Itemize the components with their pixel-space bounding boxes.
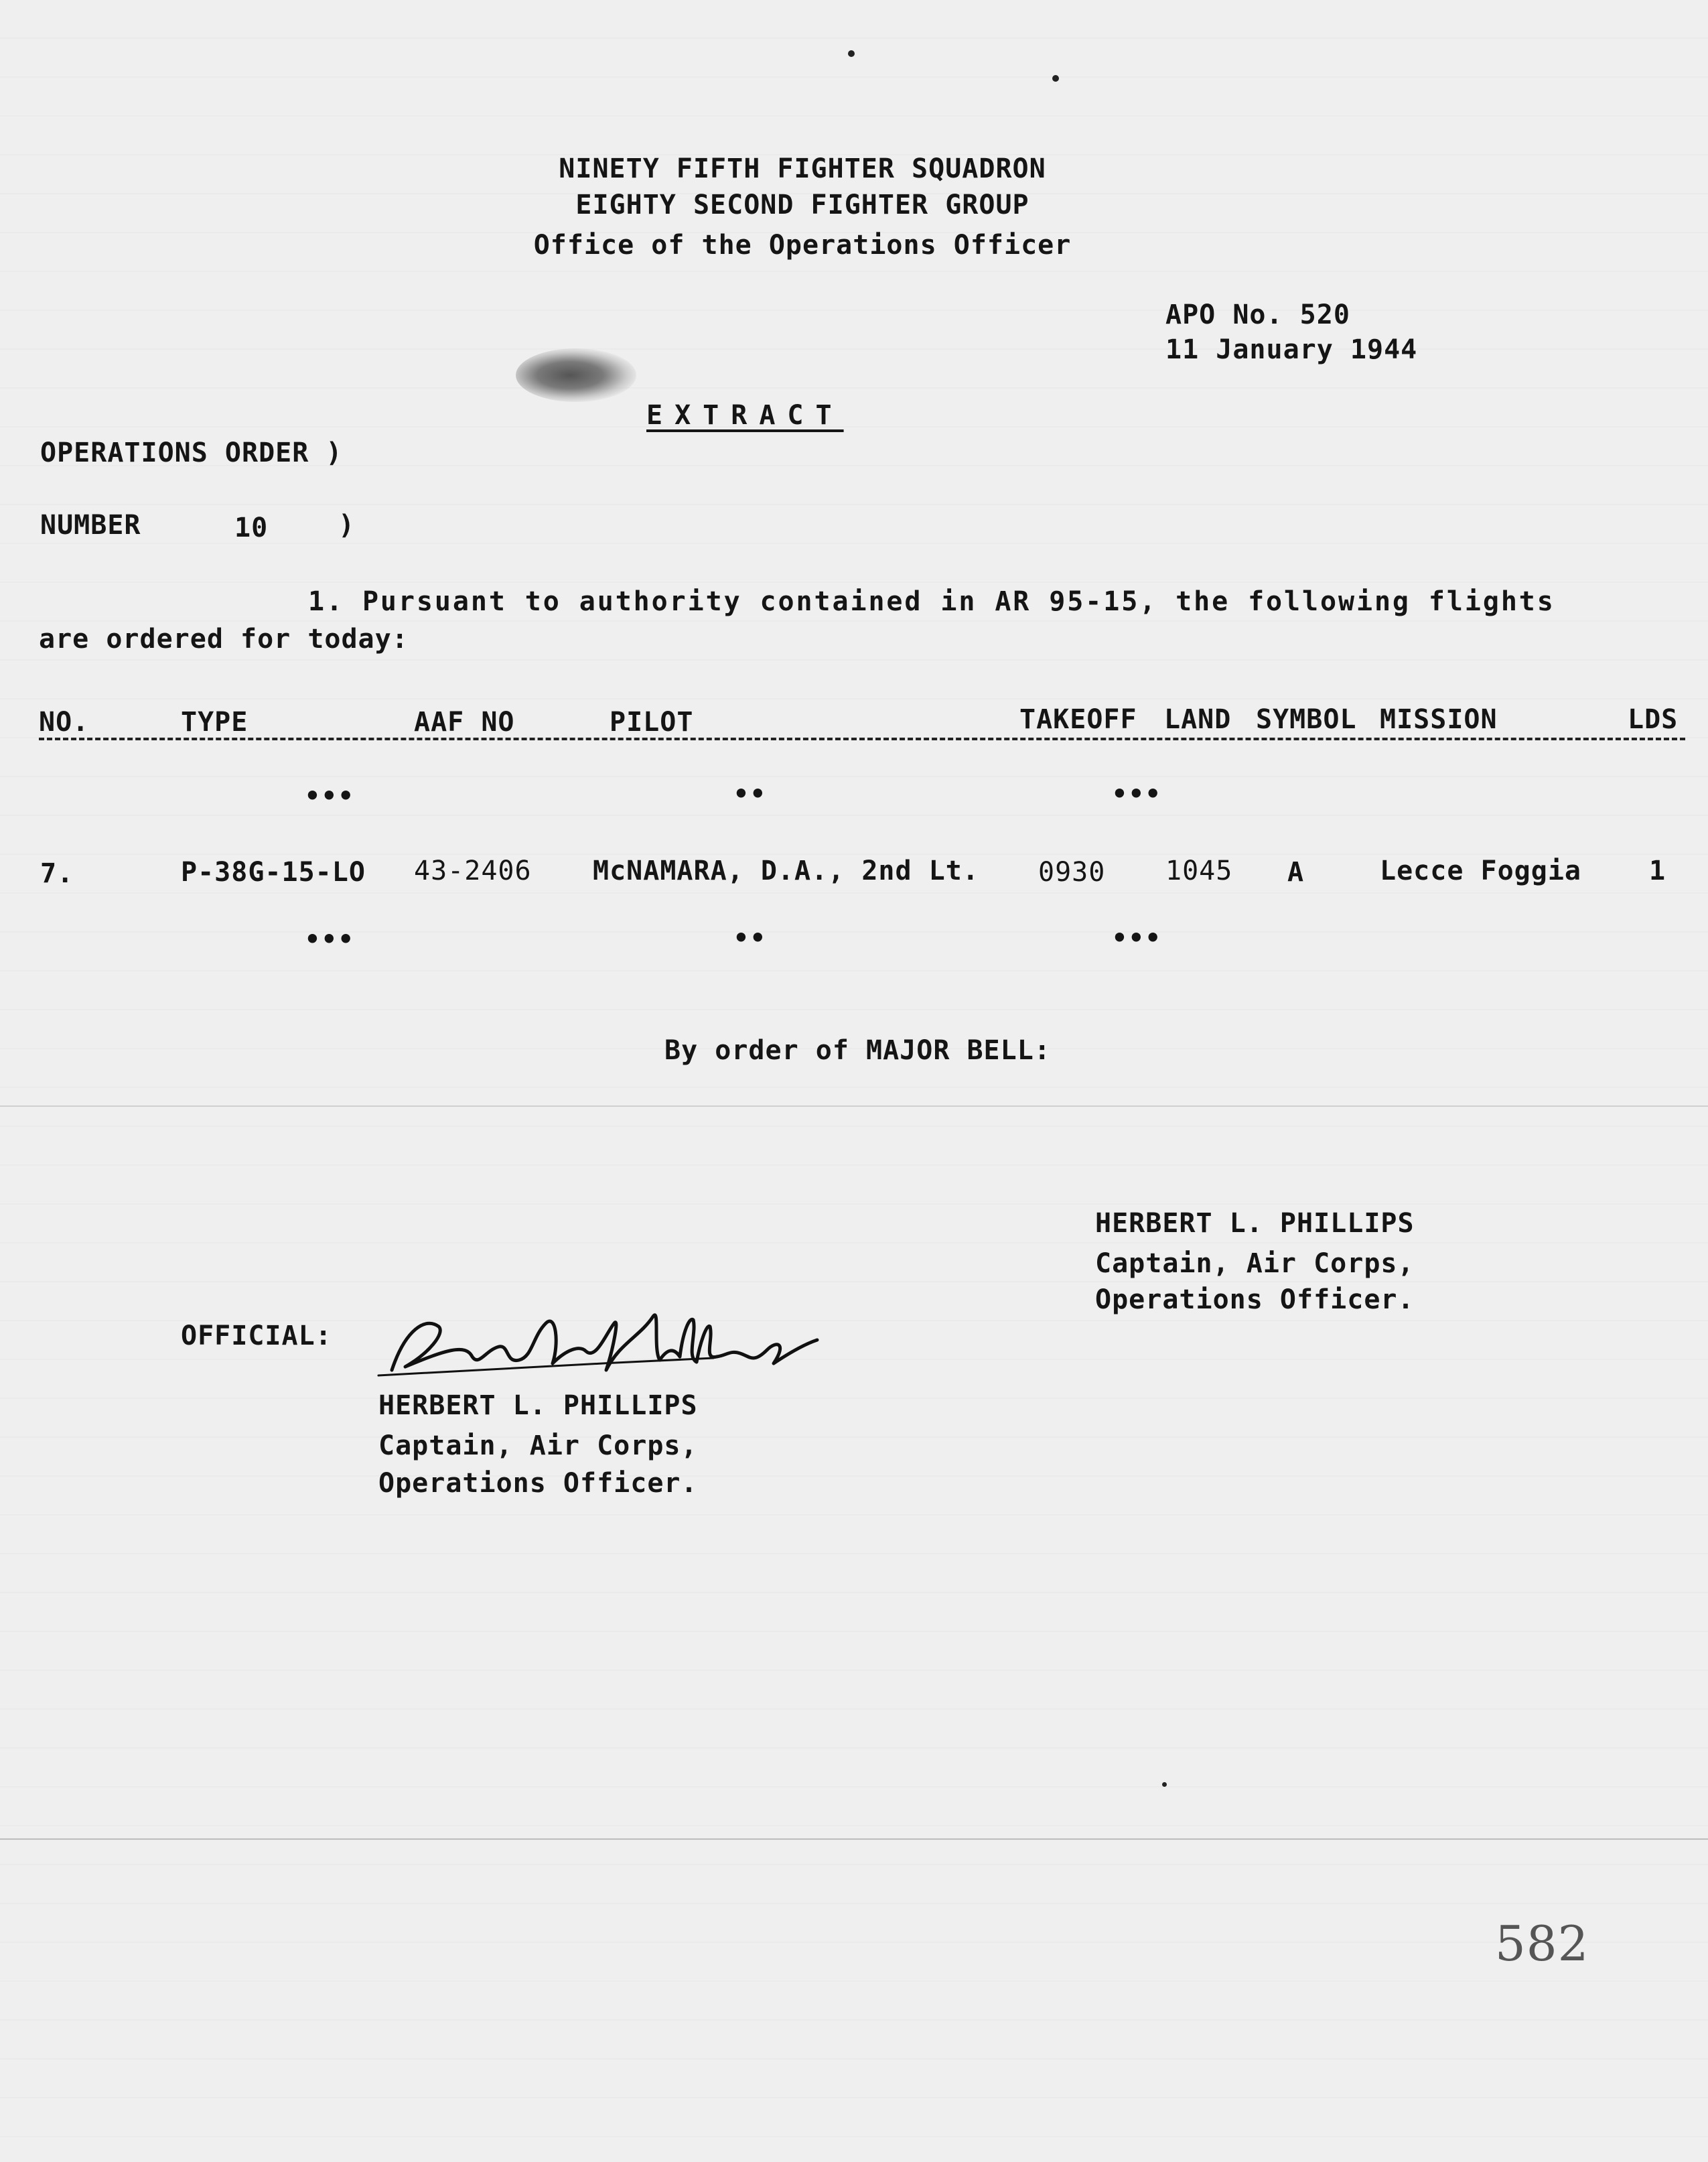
col-header-land: LAND (1164, 704, 1232, 735)
paragraph-line-1: 1. Pursuant to authority contained in AR 95-15, the following flights (308, 586, 1555, 617)
col-header-aaf-no: AAF NO (414, 707, 515, 738)
cell-takeoff: 0930 (1038, 857, 1106, 888)
col-header-mission: MISSION (1380, 704, 1498, 735)
header-underline (39, 738, 1685, 740)
operations-order-label: OPERATIONS ORDER ) (40, 437, 343, 468)
by-order-line: By order of MAJOR BELL: (664, 1035, 1051, 1066)
ink-smudge (516, 348, 636, 402)
header-group: EIGHTY SECOND FIGHTER GROUP (575, 190, 1029, 220)
cell-type: P-38G-15-LO (181, 857, 366, 888)
page-number: 582 (1495, 1915, 1589, 1972)
col-header-pilot: PILOT (610, 707, 694, 738)
official-title: Operations Officer. (378, 1468, 698, 1499)
order-number-label: NUMBER (40, 510, 141, 541)
ellipsis-marks: ••• (1112, 923, 1162, 953)
header-office: Office of the Operations Officer (533, 230, 1072, 261)
ellipsis-marks: ••• (305, 781, 355, 811)
cell-lds: 1 (1649, 856, 1666, 886)
cell-symbol: A (1287, 857, 1305, 888)
ellipsis-marks: ••• (305, 925, 355, 954)
header-squadron: NINETY FIFTH FIGHTER SQUADRON (559, 153, 1046, 184)
col-header-no: NO. (39, 707, 90, 738)
col-header-type: TYPE (181, 707, 248, 738)
ellipsis-marks: ••• (1112, 779, 1162, 809)
official-rank: Captain, Air Corps, (378, 1430, 698, 1461)
ink-speck (848, 50, 855, 57)
paper-line (0, 1838, 1708, 1840)
cell-pilot: McNAMARA, D.A., 2nd Lt. (593, 856, 979, 886)
col-header-symbol: SYMBOL (1256, 704, 1357, 735)
signer-name: HERBERT L. PHILLIPS (1095, 1208, 1415, 1239)
col-header-lds: LDS (1628, 704, 1679, 735)
cell-aaf-no: 43-2406 (414, 856, 532, 886)
ellipsis-marks: •• (733, 779, 767, 809)
ink-speck (1162, 1782, 1167, 1787)
cell-land: 1045 (1165, 856, 1233, 886)
document-date: 11 January 1944 (1165, 334, 1418, 365)
paragraph-line-2: are ordered for today: (39, 624, 409, 655)
ellipsis-marks: •• (733, 923, 767, 953)
official-label: OFFICIAL: (181, 1321, 332, 1351)
handwritten-signature (365, 1303, 821, 1404)
order-number-value: 10 (234, 513, 269, 543)
ink-speck (1052, 75, 1059, 82)
col-header-takeoff: TAKEOFF (1019, 704, 1137, 735)
order-number-paren: ) (338, 510, 356, 541)
extract-title: EXTRACT (646, 400, 844, 431)
cell-no: 7. (40, 858, 74, 889)
apo-number: APO No. 520 (1165, 299, 1350, 330)
official-name: HERBERT L. PHILLIPS (378, 1390, 698, 1421)
cell-mission: Lecce Foggia (1380, 856, 1581, 886)
paper-line (0, 1105, 1708, 1107)
signer-title: Operations Officer. (1095, 1284, 1415, 1315)
signer-rank: Captain, Air Corps, (1095, 1248, 1415, 1279)
